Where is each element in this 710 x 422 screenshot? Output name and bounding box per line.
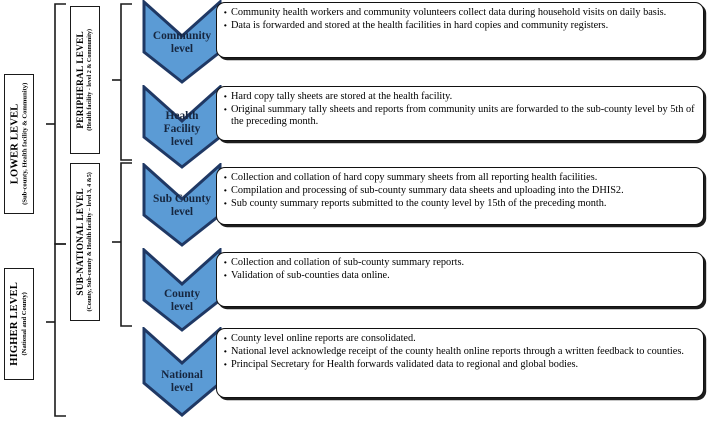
level-subtitle-peripheral: (Health facility - level 2 & Community) bbox=[86, 29, 93, 131]
callout-health-facility bbox=[216, 86, 704, 141]
chevron-label-sub-county-2: level bbox=[170, 206, 194, 219]
callout-national-list bbox=[223, 333, 695, 371]
callout-national-bullet-1: · National level acknowledge receipt of the county health online reports through a written feedback to counties. bbox=[223, 346, 695, 358]
level-title-lower: LOWER LEVEL bbox=[9, 103, 21, 185]
chevron-county bbox=[141, 248, 223, 332]
chevron-label-national-1: National bbox=[161, 369, 203, 381]
callout-sub-county bbox=[216, 167, 704, 225]
chevron-label-county-1: County bbox=[163, 288, 201, 300]
callout-health-facility-list bbox=[223, 91, 695, 129]
callout-national bbox=[216, 328, 704, 398]
chevron-label-national-2: level bbox=[170, 382, 194, 395]
callout-county-list bbox=[223, 257, 695, 282]
callout-community bbox=[216, 2, 704, 58]
bracket-sub-national-level bbox=[112, 160, 134, 328]
callout-health-facility-bullet-0: · Hard copy tally sheets are stored at the health facility. bbox=[223, 91, 695, 103]
chevron-label-sub-county-1: Sub County bbox=[153, 193, 211, 205]
level-title-sub-national: SUB-NATIONAL LEVEL bbox=[76, 188, 87, 296]
callout-sub-county-bullet-2: · Sub county summary reports submitted to the county level by 15th of the preceding month. bbox=[223, 198, 695, 210]
callout-community-bullet-1: · Data is forwarded and stored at the health facilities in hard copies and community registers. bbox=[223, 20, 695, 32]
level-subtitle-higher: (National and County) bbox=[21, 292, 29, 356]
level-box-higher-level bbox=[4, 268, 34, 380]
callout-national-bullet-0: · County level online reports are consolidated. bbox=[223, 333, 695, 345]
callout-county bbox=[216, 252, 704, 307]
level-box-peripheral-level bbox=[70, 6, 100, 154]
callout-sub-county-bullet-1: · Compilation and processing of sub-county summary data sheets and uploading into the DHIS2. bbox=[223, 185, 695, 197]
chevron-community bbox=[141, 0, 223, 84]
callout-county-bullet-0: · Collection and collation of sub-county summary reports. bbox=[223, 257, 695, 269]
bracket-lower-level bbox=[46, 2, 68, 246]
callout-county-bullet-1: · Validation of sub-counties data online. bbox=[223, 270, 695, 282]
level-subtitle-lower: (Sub-county, Health facility & Community) bbox=[21, 82, 29, 206]
callout-community-list bbox=[223, 7, 695, 32]
chevron-label-health-facility-3: level bbox=[170, 136, 194, 149]
chevron-sub-county bbox=[141, 163, 223, 247]
chevron-national bbox=[141, 327, 223, 417]
chevron-label-community-1: Community bbox=[152, 30, 212, 42]
callout-sub-county-bullet-0: · Collection and collation of hard copy summary sheets from all reporting health facilities. bbox=[223, 172, 695, 184]
chevron-label-county-2: level bbox=[170, 301, 194, 314]
level-title-peripheral: PERIPHERAL LEVEL bbox=[76, 31, 87, 129]
bracket-peripheral-level bbox=[112, 2, 134, 162]
bracket-higher-level bbox=[46, 242, 68, 418]
callout-health-facility-bullet-1: · Original summary tally sheets and reports from community units are forwarded to the sub-county level by 5th of the preceding month. bbox=[223, 104, 695, 129]
callout-national-bullet-2: · Principal Secretary for Health forwards validated data to regional and global bodies. bbox=[223, 359, 695, 371]
callout-sub-county-list bbox=[223, 172, 695, 210]
callout-community-bullet-0: · Community health workers and community volunteers collect data during household visits on daily basis. bbox=[223, 7, 695, 19]
chevron-label-community-2: level bbox=[170, 43, 194, 56]
chevron-health-facility bbox=[141, 85, 223, 169]
chevron-label-health-facility-2: Facility bbox=[163, 123, 201, 136]
level-box-sub-national-level bbox=[70, 163, 100, 321]
level-title-higher: HIGHER LEVEL bbox=[9, 282, 21, 366]
level-box-lower-level bbox=[4, 74, 34, 214]
level-subtitle-sub-national: (County, Sub-county & Health facility – level 3, 4 &5) bbox=[86, 172, 93, 312]
chevron-label-health-facility-1: Health bbox=[165, 110, 199, 122]
